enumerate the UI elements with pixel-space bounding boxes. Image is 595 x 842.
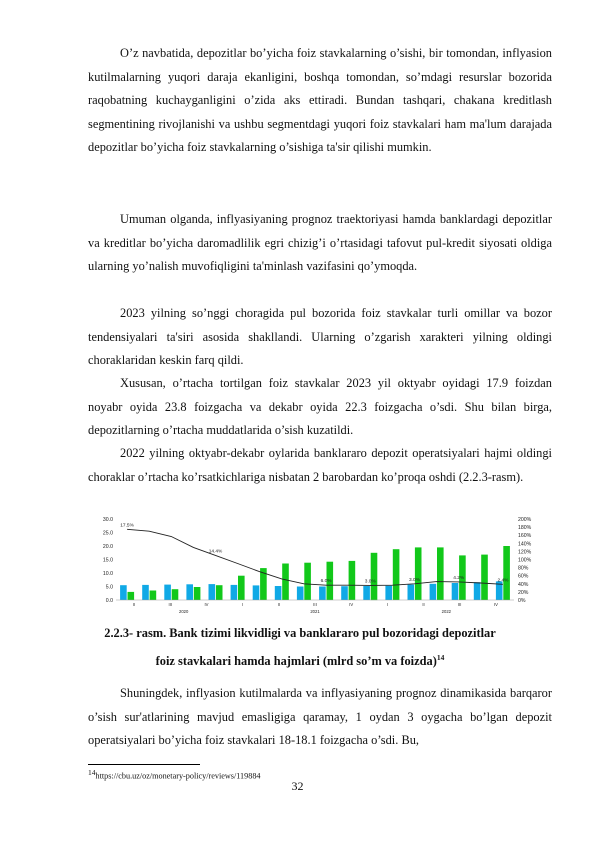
data-annotation: 14.4% [208, 549, 223, 555]
liquidity-chart [88, 514, 552, 616]
y-right-tick-label: 60% [518, 573, 529, 580]
bar-blue [142, 585, 149, 600]
bar-green [415, 547, 422, 600]
bar-blue [209, 584, 216, 600]
x-tick-label: II [132, 602, 136, 607]
y-right-tick-label: 0% [518, 598, 526, 604]
y-left-tick-label: 10.0 [102, 571, 113, 577]
y-left-tick-label: 0.0 [105, 598, 113, 604]
x-tick-label: IV [349, 602, 354, 607]
bar-green [481, 555, 488, 600]
data-annotation: 17.5% [120, 523, 134, 529]
bar-blue [363, 586, 370, 600]
data-annotation: 3.0% [409, 577, 420, 583]
y-left-tick-label: 30.0 [102, 517, 113, 523]
y-right-tick-label: 140% [518, 541, 532, 548]
bar-green [393, 549, 400, 600]
bar-green [371, 553, 378, 600]
figure-caption-line-1: 2.2.3- rasm. Bank tizimi likvidligi va banklararo pul bozoridagi depozitlar [104, 626, 496, 640]
x-tick-label: III [457, 602, 462, 607]
bar-green [172, 589, 179, 600]
bar-blue [385, 586, 392, 600]
y-left-tick-label: 5.0 [105, 584, 113, 591]
y-right-tick-label: 160% [518, 533, 532, 540]
data-annotation: 2.4% [497, 578, 509, 584]
bar-blue [231, 585, 238, 600]
bar-green [503, 546, 510, 600]
bar-blue [164, 585, 171, 600]
y-right-tick-label: 80% [518, 565, 529, 572]
bar-green [150, 591, 157, 601]
x-tick-label: IV [493, 602, 498, 607]
x-tick-label: I [386, 602, 388, 607]
bar-green [304, 563, 311, 600]
x-group-label: 2021 [310, 609, 320, 614]
x-tick-label: III [313, 602, 317, 607]
bar-blue [186, 584, 193, 600]
caption-footnote-ref: 14 [436, 653, 445, 662]
y-right-tick-label: 180% [518, 525, 532, 532]
bar-green [238, 576, 245, 600]
x-group-label: 2020 [178, 609, 189, 614]
bar-blue [319, 587, 326, 601]
bar-green [216, 585, 223, 600]
bar-green [437, 547, 444, 600]
bar-blue [120, 585, 127, 600]
x-tick-label: III [168, 602, 173, 607]
bar-blue [430, 584, 437, 600]
y-left-tick-label: 25.0 [102, 530, 113, 537]
y-right-tick-label: 20% [518, 589, 529, 596]
paragraph-1: O’z navbatida, depozitlar bo’yicha foiz stavkalarning o’sishi, bir tomondan, inflyasion kutilmalarning yuqori daraja ekanligini, boshqa tomondan, so’mdagi resurslar bozorida raqobatning kuchayganligini o’zida aks ettiradi. Bundan tashqari, chakana kreditlash segmentining rivojlanishi va ushbu segmentdagi yuqori foiz stavkalari ham ma'lum darajada depozitlar bo’yicha foiz stavkalarning o’sishiga ta'sir qilishi mumkin. [88, 46, 552, 155]
bar-green [349, 561, 356, 600]
x-tick-label: II [422, 602, 425, 607]
bar-blue [253, 585, 260, 600]
bar-blue [474, 582, 481, 600]
y-right-tick-label: 40% [518, 581, 529, 588]
paragraph-6: Shuningdek, inflyasion kutilmalarda va inflyasiyaning prognoz dinamikasida barqaror o’sish sur'atlarining mavjud emasligiga qaramay, 1 oydan 3 oygacha bo’lgan depozit operatsiyalari bo’yicha foiz stavkalari 18-18.1 foizgacha o’sdi. Bu, [88, 686, 552, 748]
bar-green [194, 587, 201, 600]
footnote-divider [88, 764, 200, 765]
figure-caption-line-2 [60, 646, 540, 674]
y-right-tick-label: 200% [518, 517, 532, 523]
bar-blue [275, 586, 282, 600]
footnote-number: 14 [88, 768, 96, 777]
bar-blue [341, 586, 348, 600]
page-number: 32 [291, 779, 304, 793]
paragraph-3: 2023 yilning so’nggi choragida pul bozorida foiz stavkalar turli omillar va bozor tendensiyalari ta'siri asosida shakllandi. Ularning o’zgarish xarakteri yilning oldingi choraklaridan keskin farq qildi. [88, 306, 552, 368]
rate-line [127, 529, 503, 585]
y-left-tick-label: 20.0 [102, 544, 113, 550]
y-right-tick-label: 100% [518, 557, 532, 564]
paragraph-2: Umuman olganda, inflyasiyaning prognoz traektoriyasi hamda banklardagi depozitlar va kreditlar bo’yicha daromadlilik egri chizig’i o’rtasidagi tafovut pul-kredit siyosati oldiga ularning yo’nalish muvofiqligini ta'minlash vazifasini qo’ymoqda. [88, 212, 552, 274]
y-left-tick-label: 15.0 [102, 557, 113, 564]
bar-blue [408, 585, 415, 600]
data-annotation: 4.2% [453, 575, 465, 581]
paragraph-5: 2022 yilning oktyabr-dekabr oylarida banklararo depozit operatsiyalari hajmi oldingi choraklar o’rtacha ko’rsatkichlariga nisbatan 2 barobardan ko’proqa oshdi (2.2.3-rasm). [88, 446, 552, 484]
data-annotation: 3.0% [364, 579, 376, 585]
caption-text: foiz stavkalari hamda hajmlari (mlrd so’m va foizda) [155, 654, 437, 669]
x-tick-label: I [242, 602, 244, 607]
bar-blue [297, 587, 304, 601]
paragraph-4: Xususan, o’rtacha tortilgan foiz stavkalar 2023 yil oktyabr oyidagi 17.9 foizdan noyabr oyida 23.8 foizgacha va dekabr oyida 22.3 foizgacha o’sdi. Shu bilan birga, depozitlarning o’rtacha muddatlarida o’sish kuzatildi. [88, 376, 552, 438]
bar-green [128, 592, 135, 600]
x-group-label: 2022 [441, 609, 452, 614]
bar-blue [452, 583, 459, 600]
footnote-link[interactable]: https://cbu.uz/oz/monetary-policy/reviews/119884 [95, 771, 261, 781]
data-annotation: 6.0% [320, 579, 332, 585]
bar-green [282, 564, 289, 601]
x-tick-label: II [277, 602, 280, 607]
y-right-tick-label: 120% [518, 549, 532, 556]
x-tick-label: IV [204, 602, 209, 607]
